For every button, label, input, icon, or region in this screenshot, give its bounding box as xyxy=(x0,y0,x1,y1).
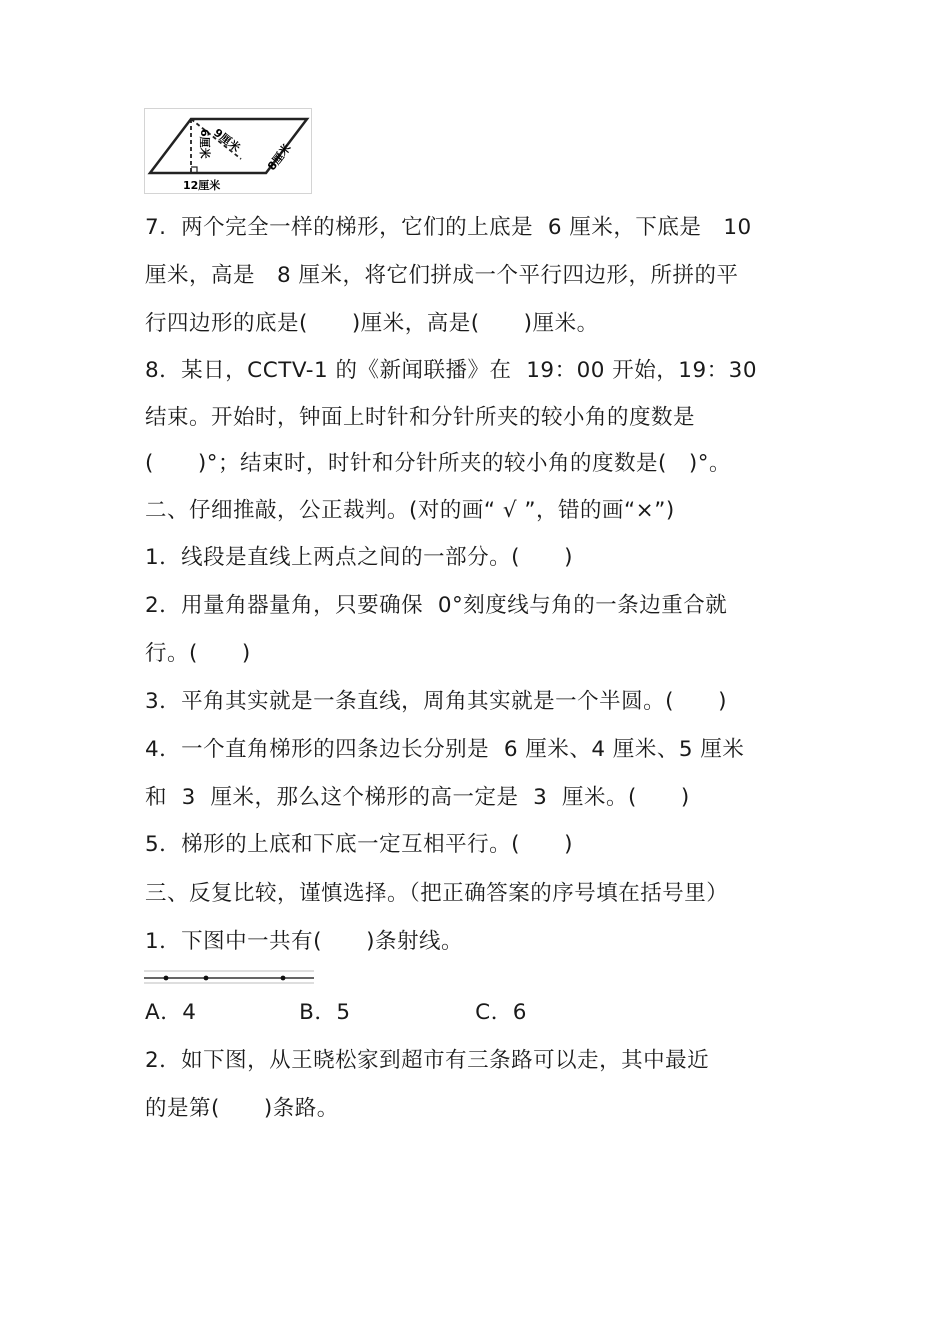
figure-label-top: 9厘米 xyxy=(211,126,243,155)
section-2-heading: 二、仔细推敲，公正裁判。(对的画“ √ ”，错的画“×”) xyxy=(145,498,675,523)
question-7-line-2: 厘米，高是 8 厘米，将它们拼成一个平行四边形，所拼的平 xyxy=(145,263,739,288)
choice-item-2-line-1: 2．如下图，从王晓松家到超市有三条路可以走，其中最近 xyxy=(145,1048,710,1073)
question-7-line-3: 行四边形的底是( )厘米，高是( )厘米。 xyxy=(145,311,599,336)
choice-item-2-line-2: 的是第( )条路。 xyxy=(145,1096,339,1121)
choice-item-1: 1．下图中一共有( )条射线。 xyxy=(145,929,463,954)
judge-item-2-line-2: 行。( ) xyxy=(145,641,251,666)
section-3-heading: 三、反复比较，谨慎选择。（把正确答案的序号填在括号里） xyxy=(145,881,729,906)
figure-label-bottom: 12厘米 xyxy=(183,179,221,192)
ray-figure xyxy=(144,969,314,985)
question-8-line-2: 结束。开始时，钟面上时针和分针所夹的较小角的度数是 xyxy=(145,405,696,430)
figure-label-height: 6厘米 xyxy=(198,129,211,159)
question-7-line-1: 7. 两个完全一样的梯形，它们的上底是 6 厘米，下底是 10 xyxy=(145,215,752,240)
judge-item-4-line-2: 和 3 厘米，那么这个梯形的高一定是 3 厘米。( ) xyxy=(145,785,690,810)
question-8-line-1: 8．某日，CCTV-1 的《新闻联播》在 19：00 开始，19：30 xyxy=(145,358,757,383)
parallelogram-figure xyxy=(144,108,312,194)
judge-item-1: 1．线段是直线上两点之间的一部分。( ) xyxy=(145,545,573,570)
choice-item-1-options: A．4 B．5 C．6 xyxy=(145,1000,527,1025)
judge-item-2-line-1: 2．用量角器量角，只要确保 0°刻度线与角的一条边重合就 xyxy=(145,593,728,618)
judge-item-3: 3．平角其实就是一条直线，周角其实就是一个半圆。( ) xyxy=(145,689,727,714)
figure-label-side: 8厘米 xyxy=(265,141,294,173)
judge-item-4-line-1: 4．一个直角梯形的四条边长分别是 6 厘米、4 厘米、5 厘米 xyxy=(145,737,745,762)
question-8-line-3: ( )°；结束时，时针和分针所夹的较小角的度数是( )°。 xyxy=(145,451,732,476)
judge-item-5: 5．梯形的上底和下底一定互相平行。( ) xyxy=(145,832,573,857)
